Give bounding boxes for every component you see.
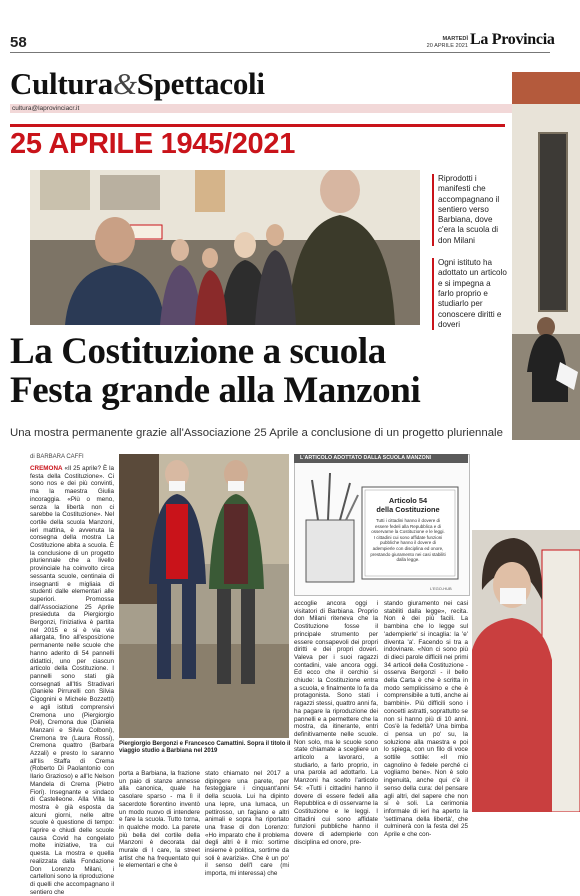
student-photo-illustration — [472, 530, 580, 812]
byline: di BARBARA CAFFI — [30, 454, 84, 460]
portrait-photo-caption: Piergiorgio Bergonzi e Francesco Camattini. Sopra il titolo il viaggio studio a Barbiana nel 2019 — [119, 741, 291, 755]
main-photo — [30, 170, 420, 325]
article-dateline: CREMONA — [30, 465, 63, 472]
section-title-part1: Cultura — [10, 66, 113, 101]
main-photo-illustration — [30, 170, 420, 325]
kicker-date: 25 APRILE 1945/2021 — [10, 128, 296, 160]
side-photo — [512, 72, 580, 440]
caption-istituto: Ogni istituto ha adottato un articolo e si impegna a farlo proprio e studiarlo per conoscere diritti e doveri — [432, 258, 508, 330]
photo-captions — [432, 174, 508, 342]
article-card-title-line1: Articolo 54 — [388, 496, 428, 505]
issue-weekday: MARTEDÌ — [442, 36, 468, 42]
article-column-1-text: «Il 25 aprile? È la festa della Costituzione». Ci sono nos e dei più convinti, ma la maestra Giulia incoraggia. «Più o meno, senza la libertà non ci sarebbe la Costituzione». Nel cortile della scuola Manzoni, ieri mattina, è avvenuta la consegna della mostra La Costituzione abita a scuola. È la conclusione di un progetto pluriennale che a livello provinciale ha coinvolto circa sessanta scuole, centinaia di insegnanti e migliaia di studenti dalle elementari alle superiori. Promossa dall'Associazione 25 Aprile presieduta da Piergiorgio Bergonzi, l'iniziativa è partita nel 2015 e si è via via allargata, fino all'esposizione permanente nelle scuole che hanno aderito di 54 pannelli didattici, uno per ciascun articolo della Costituzione. I pannelli sono stati già consegnati all'Itis Stradivari (Daniele Pirrurelli con Silvia Cigognini e Michele Bozzetti) e agli istituti comprensivi Cremona uno (Piergiorgio Poli), Cremona due (Daniela Manzani e Silvia Colboni), Cremona tre (Laura Rossi), Cremona quattro (Barbara Azzali) e presto lo saranno all'Iis Staffa di Crema (Roberto Di Paolantonio con Ilario Grazioso) e all'Ic Nelson Mandela di Crema (Pietro Fiori). Insegnante e sindaco di Castelleone. Alla Villa la mostra è già esposta da alcuni giorni, nelle altre scuole è questione di tempo: l'aprire e chiudi delle scuole causa Covid ha congelato molte iniziative, tra cui questa. La mostra e quella realizzata dalla Fondazione Don Lorenzo Milani, i cartelloni sono la riproduzione di quelli che accompagnano il sentiero che — [30, 465, 114, 896]
article-column-3: stato chiamato nel 2017 a dipingere una parete, per festeggiare i cinquant'anni della scuola. Lui ha dipinto una lepre, una lumaca, un pettirosso, un fagiano e altri animali e sopra ha riportato una frase di don Lorenzo: «Ho imparato che il problema degli altri è il mio: sortirne insieme è politica, sortirne da soli è avarizia». Che è un po' il senso dell'I care (mi importa, mi interessa) che — [205, 770, 289, 878]
side-photo-illustration — [512, 72, 580, 440]
kicker-rule — [10, 124, 505, 127]
article-card-text: Tutti i cittadini hanno il dovere di essere fedeli alla Repubblica e di osservarne la Costituzione e le leggi. I cittadini cui sono affidate funzioni pubbliche hanno il dovere di adempierle con disciplina ed onore, prestando giuramento nei casi stabiliti dalla legge. — [370, 518, 446, 563]
header-rule — [10, 52, 550, 53]
article-card-title-line2: della Costituzione — [376, 504, 440, 514]
article-column-1 — [30, 465, 114, 896]
article-column-5: stando giuramento nei casi stabiliti dalla legge», recita. Non è dei più facili. La bambina che lo legge sul 'adempierle' si incaglia: la 'e' diventa 'a'. Facendo si tra a indovinare. «Non ci sono più di dieci parole difficili nei primi 34 articoli della Costituzione - osserva Bergonzi - il bello della Carta è che è scritta in modo semplicissimo e che è comprensibile a tutti, anche ai bambini». Più difficili sono i concetti astratti, soprattutto se non si hanno più di 10 anni. Cos'è la fedeltà? Una bimba ci pensa un po' su, la soluzione alla maestra e poi lo spiega, con un filo di voce sottile sottile: «Il mio cagnolino è fedele perché ci vogliamo bene». Non è solo ingenuità, anche qui c'è il senso della cura: del pensare agli altri, del sapere che non si è soli. La cerimonia informale di ieri ha aperto la 'settimana della libertà', che culminerà con la festa del 25 Aprile e che con- — [384, 600, 468, 839]
section-title-part2: Spettacoli — [136, 66, 265, 101]
student-photo — [472, 530, 580, 812]
issue-date — [410, 36, 468, 50]
section-title — [10, 66, 265, 102]
headline-line2: Festa grande alla Manzoni — [10, 370, 421, 411]
article-box-credit: L'EGO-HUB — [430, 586, 452, 591]
section-email[interactable]: cultura@laprovinciacr.it — [10, 104, 512, 113]
headline — [10, 332, 510, 410]
caption-manifesti: Riprodotti i manifesti che accompagnano il sentiero verso Barbiana, dove c'era la scuola di don Milani — [432, 174, 508, 246]
newspaper-brand: La Provincia — [470, 31, 555, 48]
headline-line1: La Costituzione a scuola — [10, 331, 386, 372]
portrait-photo — [119, 454, 289, 738]
article-card-title — [366, 497, 450, 515]
article-column-4: accoglie ancora oggi i visitatori di Barbiana. Proprio don Milani riteneva che la Costituzione fosse il principale strumento per essere consapevoli dei propri diritti e dei propri doveri. Valeva per i suoi ragazzi contadini, vale ancora oggi. Ed ecco che il cerchio si chiude: la Costituzione entra a scuola, e finalmente lo fa da protagonista. Sono stati i ragazzi stessi, quattro anni fa, ha pagare la riproduzione dei pannelli e a permettere che la mostra, da itinerante, entri definitivamente nelle scuole. Non solo, ma le scuole sono state chiamate a scegliere un articolo a lavorarci, a studiarlo, a farlo proprio, in una parola ad adottarlo. La Manzoni ha scelto l'articolo 54: «Tutti i cittadini hanno il dovere di essere fedeli alla Repubblica e di osservarne la Costituzione e le leggi. I cittadini cui sono affidate funzioni pubbliche hanno il dovere di adempierle con disciplina ed onore, pre- — [294, 600, 378, 846]
section-ampersand: & — [112, 66, 137, 101]
article-column-2: porta a Barbiana, la frazione un paio di stanze annesse alla canonica, quale ha casolare sparso - ma lì il sacerdote fiorentino inventò un modo nuovo di intendere e fare la scuola. Tutto torna, in qualche modo. La parete più bella del cortile della Manzoni è decorata dal murale di I care, la street artist che ha frequentato qui le elementari e che è — [119, 770, 200, 870]
subheadline: Una mostra permanente grazie all'Associazione 25 Aprile a conclusione di un progetto pluriennale — [10, 427, 503, 439]
page-number: 58 — [10, 34, 27, 51]
portrait-photo-illustration — [119, 454, 289, 738]
issue-day: 20 APRILE 2021 — [426, 42, 468, 49]
article-box-header: L'ARTICOLO ADOTTATO DALLA SCUOLA MANZONI — [294, 454, 468, 463]
